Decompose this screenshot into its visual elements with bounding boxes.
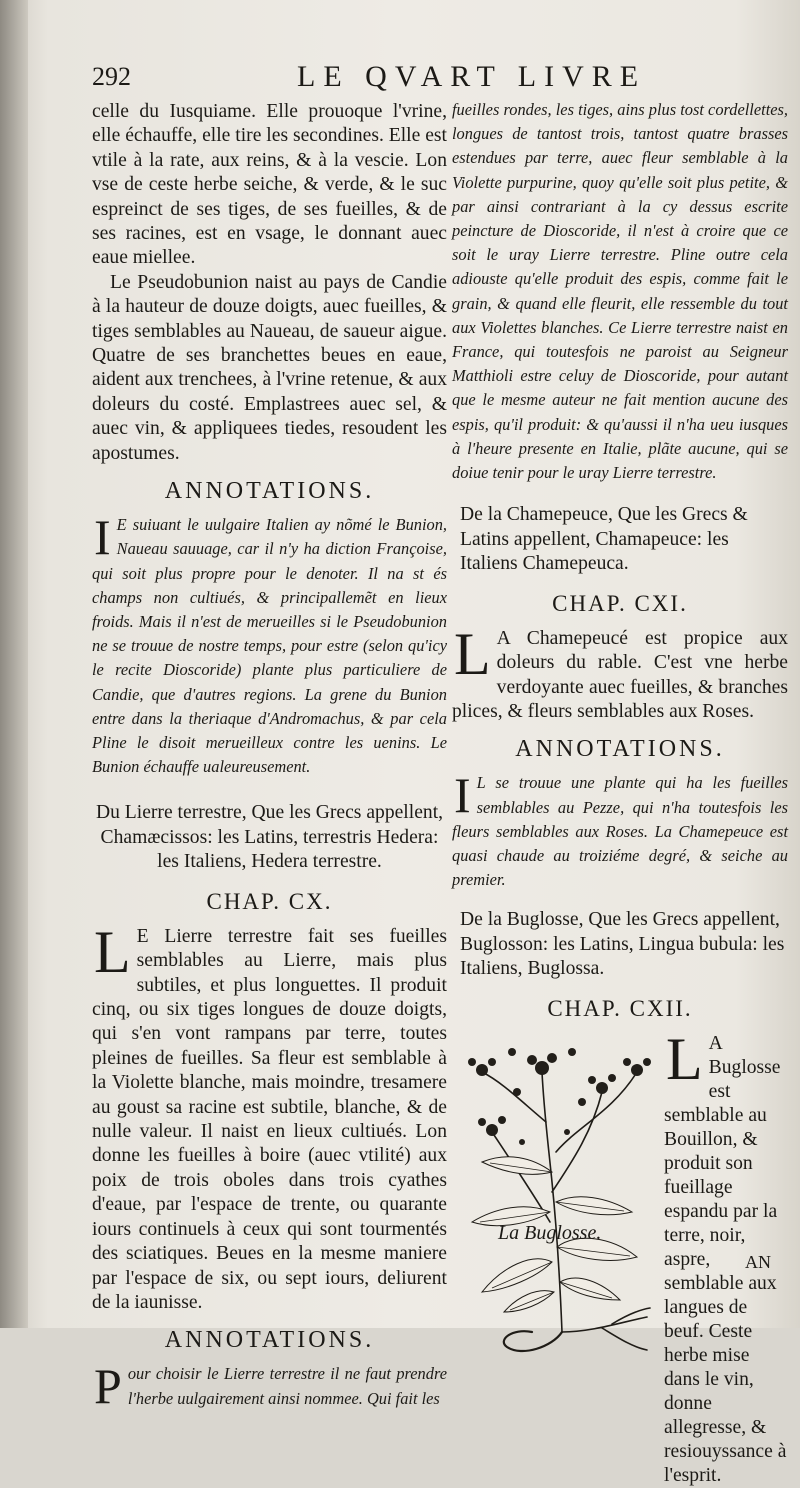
chapter-label: CHAP. CXII. bbox=[547, 995, 693, 1021]
chapter-body bbox=[92, 918, 447, 1316]
left-column bbox=[92, 100, 447, 1415]
page-number: 292 bbox=[92, 62, 131, 91]
figure-block bbox=[452, 1025, 788, 1486]
chapter-text: E Lierre terrestre fait ses fueilles semblables au Lierre, mais plus subtiles, et plus longuettes. Il produit cinq, ou six tiges longues de douze doigts, qui s'en vont rampans par terre, toutes pleines de fueilles. Sa fleur est semblable à la Violette blanche, mais moindre, tresamere au goust sa racine est subtile, blanche, & de nulle valeur. Il naist en lieux cultiués. Lon donne les fueilles à boire (auec vtilité) aux poix de trois oboles dans trois cyathes d'eaue, par l'espace de trente, ou quarante iours continuels à ceux qui sont tourmentés des sciatiques. Beues en la mesme maniere par l'espace de six, ou sept iours, deliurent de la iaunisse. bbox=[92, 925, 447, 1313]
annotations-heading: ANNOTATIONS. bbox=[164, 1327, 375, 1354]
chapter-label: CHAP. CX. bbox=[206, 888, 333, 914]
figure-caption: La Buglosse. bbox=[498, 1222, 602, 1244]
annotation-continuation: fueilles rondes, les tiges, ains plus tost cordellettes, longues de tantost trois, tantost quatre brasses estendues par terre, auec fleur semblable à la Violette purpurine, quoy qu'elle soit plus petite, & par ainsi contrariant à la cy dessus escrite peincture de Dioscoride, il n'est à croire que ce soit le uray Lierre terrestre. Pline outre cela adiouste qu'elle produit des espis, comme fait le grain, & quand elle fleurit, elle ressemble du tout aux Violettes blanches. Ce Lierre terrestre naist en France, qui toutesfois ne paroist au Seigneur Matthioli estre celuy de Dioscoride, pour autant que le mesme auteur ne fait mention aucune des espis, qu'il produit: & qu'aussi il n'ha ueu iusques à l'heure presente en Italie, plãte aucune, qui se doiue tenir pour le uray Lierre terrestre. bbox=[452, 100, 788, 483]
drop-cap: L bbox=[454, 620, 491, 687]
chapter-label: CHAP. CXI. bbox=[552, 590, 688, 616]
annotation-text: our choisir le Lierre terrestre il ne faut prendre l'herbe uulgairement ainsi nommee. Qui fait les bbox=[127, 1364, 447, 1408]
annotation-text: E suiuant le uulgaire Italien ay nõmé le Bunion, Naueau sauuage, car il n'y ha diction Françoise, qui soit plus propre pour le denoter. Il na st és champs non cultiués, & principallemẽt en lieux froids. Mais il n'est de merueilles si le Pseudobunion ne se trouue de nostre temps, pour estre (selon qu'icy le recite Dioscoride) plante plus particuliere de Candie, que d'autres regions. La grene du Bunion entre dans la theriaque d'Andromachus, & par cela Pline le disoit merueilleux contre les uenins. Le Bunion échauffe ualeureusement. bbox=[92, 515, 447, 777]
drop-cap: I bbox=[94, 509, 111, 566]
catchword: AN bbox=[745, 1252, 771, 1272]
page-header bbox=[92, 58, 792, 98]
chapter-text: A Chamepeucé est propice aux doleurs du rable. C'est vne herbe verdoyante auec fueilles, & branches plices, & fleurs semblables aux Roses. bbox=[452, 627, 788, 722]
drop-cap: I bbox=[454, 767, 471, 824]
chapter-text: A Buglosse est semblable au Bouillon, & produit son fueillage espandu par la terre, noir, aspre, semblable aux langues de beuf. Ceste herbe mise dans le vin, donne allegresse, & resiouyssance à l'esprit. bbox=[664, 1032, 787, 1486]
annotation-block bbox=[92, 1358, 447, 1415]
annotation-text: L se trouue une plante qui ha les fueilles semblables au Pezze, qui n'ha toutesfois les fleurs semblables aux Roses. La Chamepeuce est quasi chaude au troiziéme degré, & seiche au premier. bbox=[452, 773, 788, 890]
annotations-heading: ANNOTATIONS. bbox=[164, 478, 375, 505]
drop-cap: L bbox=[94, 918, 131, 985]
drop-cap: P bbox=[94, 1358, 122, 1415]
chapter-title: De la Chamepeuce, Que les Grecs & Latins appellent, Chamapeuce: les Italiens Chamepeuca. bbox=[460, 504, 748, 575]
paragraph: Le Pseudobunion naist au pays de Candie à la hauteur de douze doigts, auec fueilles, & tiges semblables au Naueau, de saueur aigue. Quatre de ses branchettes beues en eaue, aident aux trenchees, à l'vrine retenue, & aux doleurs du costé. Emplastrees auec sel, & auec vin, & appliquees tiedes, resoudent les apostumes. bbox=[92, 271, 447, 464]
buglosse-woodcut-illustration bbox=[452, 1032, 657, 1362]
drop-cap: L bbox=[666, 1025, 703, 1092]
binding-gutter bbox=[0, 0, 28, 1328]
annotation-block bbox=[452, 767, 788, 892]
annotations-heading: ANNOTATIONS. bbox=[515, 736, 725, 763]
chapter-body bbox=[452, 620, 788, 725]
chapter-title: De la Buglosse, Que les Grecs appellent, Buglosson: les Latins, Lingua bubula: les Italiens, Buglossa. bbox=[460, 909, 785, 980]
annotation-block bbox=[92, 509, 447, 779]
running-title: LE QVART LIVRE bbox=[297, 60, 647, 93]
paragraph: celle du Iusquiame. Elle prouoque l'vrine, elle échauffe, elle tire les secondines. Elle est vtile à la rate, aux reins, & à la vescie. Lon vse de ceste herbe seiche, & verde, & le suc espreinct de ses tiges, de ses fueilles, & de ses racines, est en vsage, le donnant auec eaue miellee. bbox=[92, 101, 447, 269]
right-column bbox=[452, 98, 788, 1486]
chapter-title: Du Lierre terrestre, Que les Grecs appellent, Chamæcissos: les Latins, terrestris Hedera: les Italiens, Hedera terrestre. bbox=[95, 802, 444, 873]
